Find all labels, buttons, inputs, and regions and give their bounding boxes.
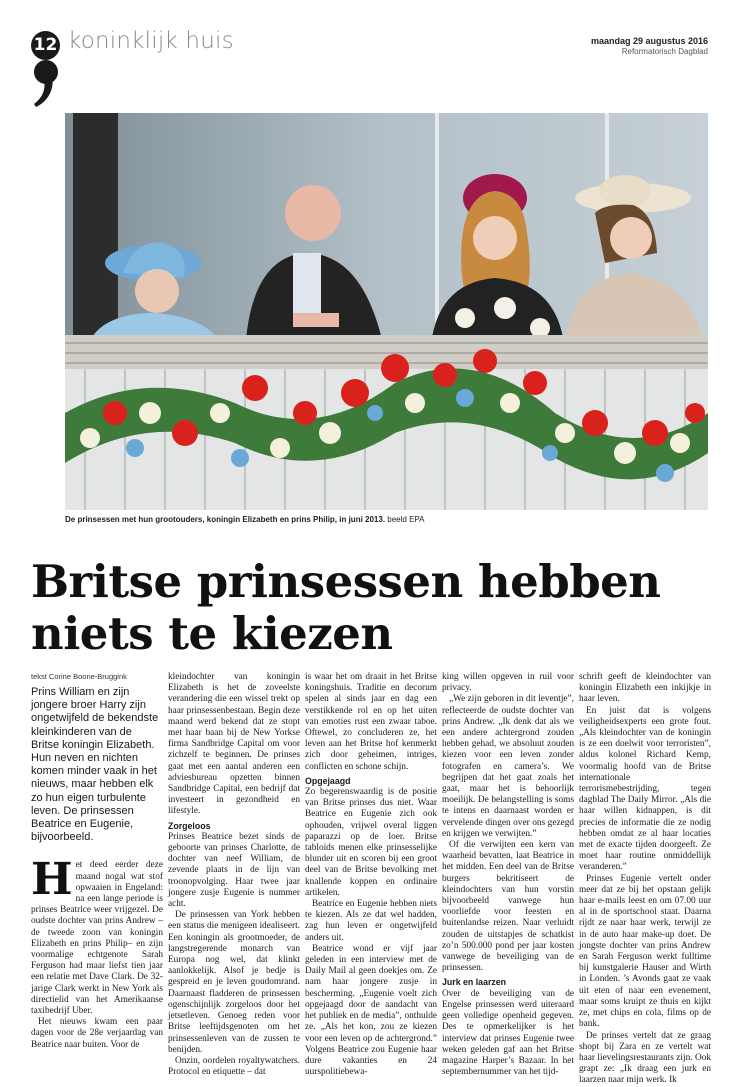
paragraph: En juist dat is volgens veiligheidsexperts een grote fout. „Als kleindochter van de koningin is ze een doelwit voor terroristen”, aldus kolonel Richard Kemp, voormalig hoofd van de Britse internationale terrorismebestrijding, tegen dagblad The Daily Mirror. „Als die haar willen kidnappen, is dit precies de informatie die ze nodig hebben omdat ze al haar locaties met de exacte tijden doorgeeft. Ze moet haar routine onmiddellijk veranderen.” xyxy=(579,705,711,873)
article-column-3 xyxy=(305,672,437,1078)
photo-credit: beeld EPA xyxy=(387,515,425,524)
paragraph: Onzin, oordelen royaltywatchers. Protocol en etiquette – dat xyxy=(168,1055,300,1078)
paragraph: Beatrice en Eugenie hebben niets te kiezen. Als ze dat wel hadden, zag hun leven er ongetwijfeld anders uit. xyxy=(305,899,437,943)
paragraph: Over de beveiliging van de Engelse prinsessen werd uiteraard geen volledige openheid gegeven. Des te opmerkelijker is het interview dat prinses Eugenie twee weken geleden gaf aan het Britse magazine Harper’s Bazaar. In het septembernummer van het tijd- xyxy=(442,988,574,1078)
subheading-opgejaagd: Opgejaagd xyxy=(305,775,351,786)
paragraph-text: et deed eerder deze maand nogal wat stof opwaaien in Engeland: na een lange periode is prinses Beatrice weer vrijgezel. De oudste dochter van prins Andrew –de tweede zoon van koningin Elizabeth en prins Philip– en zijn voormalige echtgenote Sarah Ferguson had maar liefst tien jaar een relatie met Dave Clark. De 32-jarige Clark werkt in New York als directielid van het Amerikaanse taxibedrijf Uber. xyxy=(31,860,163,1017)
article-photo xyxy=(65,113,708,510)
photo-caption xyxy=(65,515,425,524)
headline-line-2: niets te kiezen xyxy=(31,607,393,660)
paragraph xyxy=(31,854,163,1017)
article-column-1 xyxy=(31,672,163,1051)
article-column-2 xyxy=(168,672,300,1078)
paragraph: „We zijn geboren in dit leventje”, reflecteerde de oudste dochter van prins Andrew. „Ik denk dat als we een andere achtergrond zouden hebben gehad, we absoluut zouden kiezen voor een leven zonder fotografen en camera’s. We begrijpen dat het gaat zoals het gaat, maar het is behoorlijk moeilijk. De belangstelling is soms te intens en daarnaast worden er vervelende dingen over ons gezegd en krijgen we verwijten.” xyxy=(442,694,574,839)
headline xyxy=(31,556,721,660)
section-title: koninklijk huis xyxy=(68,28,234,54)
article-column-4 xyxy=(442,672,574,1078)
drop-cap: H xyxy=(31,854,73,906)
paragraph: De prinses vertelt dat ze graag shopt bij Zara en ze vertelt wat haar lievelingsrestaurants zijn. Ook grapt ze: „Ik draag een jurk en laarzen naar mijn werk. Ik xyxy=(579,1030,711,1086)
paragraph: king willen opgeven in ruil voor privacy. xyxy=(442,672,574,694)
paragraph: kleindochter van koningin Elizabeth is het de zoveelste verandering die een wissel trekt op haar prinsessenbestaan. Begin deze maand werd bekend dat ze stopt met haar baan bij de New Yorkse firma Sandbridge Capital om voor zichzelf te beginnen. De prinses gaat met een aantal anderen een adviesbureau opzetten binnen Sandbridge Capital, een bedrijf dat investeert in gezondheid en lifestyle. xyxy=(168,672,300,817)
paragraph: Het nieuws kwam een paar dagen voor de 28e verjaardag van Beatrice naar buiten. Voor de xyxy=(31,1017,163,1050)
byline: tekst Corine Boone-Bruggink xyxy=(31,672,127,681)
caption-text: De prinsessen met hun grootouders, koningin Elizabeth en prins Philip, in juni 2013. xyxy=(65,515,386,524)
paragraph: Zo begerenswaardig is de positie van Britse prinses dus niet. Waar Beatrice en Eugenie zich ook ophouden, vrijwel overal liggen paparazzi op de loer. Britse tabloids menen elke prinsesselijke blunder uit en scoren bij een groot deel van de Britse bevolking met knallende koppen en ordinaire artikelen. xyxy=(305,787,437,898)
paragraph: Beatrice wond er vijf jaar geleden in een interview met de Daily Mail al geen doekjes om. Ze nam haar jongere zusje in bescherming. „Eugenie voelt zich opgejaagd door de aandacht van het publiek en de media”, onthulde ze. „Als het kon, zou ze kiezen voor een leven op de achtergrond.” Volgens Beatrice zou Eugenie haar dure vakanties en 24 uurspolitiebewa- xyxy=(305,943,437,1078)
newspaper-name: Reformatorisch Dagblad xyxy=(621,47,708,56)
paragraph: is waar het om draait in het Britse koningshuis. Traditie en decorum spelen al sinds jaar en dag een verstikkende rol en op het uiten van emoties rust een zwaar taboe. Oftewel, zo concluderen ze, het leven aan het Britse hof kenmerkt zich door geheimen, intriges, conflicten en schone schijn. xyxy=(305,672,437,772)
headline-line-1: Britse prinsessen hebben xyxy=(31,555,661,608)
issue-date: maandag 29 augustus 2016 xyxy=(590,36,708,46)
paragraph: De prinsessen van York hebben een status die menigeen idealiseert. Een koningin als grootmoeder, de langstregerende monarch van Europa nog wel, dat klinkt aanlokkelijk. Alsof je bedje is gespreid en je leven goudomrand. Daarnaast fladderen de prinsessen ogenschijnlijk zorgeloos door het jetsetleven. Genoeg reden voor Britse leeftijdsgenoten om het prinsessenleven van de zussen te benijden. xyxy=(168,910,300,1055)
paragraph: Prinses Beatrice bezet sinds de geboorte van prinses Charlotte, de dochter van neef William, de zevende plaats in de lijn van troonopvolging. Haar twee jaar jongere zusje Eugenie is nummer acht. xyxy=(168,831,300,910)
article-intro: Prins William en zijn jongere broer Harry zijn ongetwijfeld de bekendste kleinkinderen van de Britse koningin Elizabeth. Hun neven en nichten komen minder vaak in het nieuws, maar hebben elk zo hun eigen turbulente leven. De prinsessen Beatrice en Eugenie, bijvoorbeeld. xyxy=(31,686,159,844)
subheading-zorgeloos: Zorgeloos xyxy=(168,820,211,831)
comma-logo-icon xyxy=(33,60,59,108)
paragraph: Of die verwijten een kern van waarheid bevatten, laat Beatrice in het midden. Een deel van de Britse burgers bekritiseert de kleindochters van hun vorstin bijvoorbeeld vanwege hun voorliefde voor feesten en buitenlandse reizen. Naar verluidt zouden de uitstapjes de schatkist zo’n 500.000 pond per jaar kosten vanwege de beveiliging van de prinsessen. xyxy=(442,840,574,974)
paragraph: schrift geeft de kleindochter van koningin Elizabeth een inkijkje in haar leven. xyxy=(579,672,711,705)
subheading-jurk-en-laarzen: Jurk en laarzen xyxy=(442,977,507,988)
paragraph: Prinses Eugenie vertelt onder meer dat ze bij het opstaan gelijk haar e-mails leest en om 07.00 uur al in de sportschool staat. Daarna rijdt ze naar haar werk, terwijl ze in de auto haar make-up doet. De jongste dochter van prins Andrew en Sarah Ferguson werkt fulltime bij kunstgalerie Hauser and Wirth in Londen. ’s Avonds gaat ze vaak uit eten of naar een evenement, maar soms kruipt ze thuis en kijkt ze, met chips en cola, films op de bank. xyxy=(579,873,711,1030)
page-number: 12 xyxy=(31,31,60,60)
article-column-5 xyxy=(579,672,711,1087)
